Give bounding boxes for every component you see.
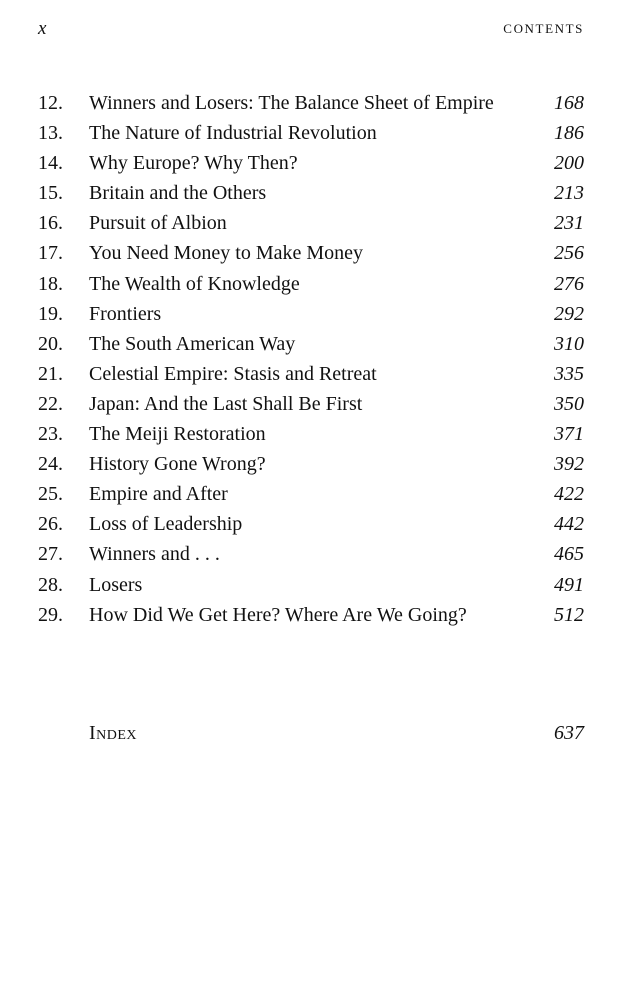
- chapter-page: 512: [554, 603, 584, 626]
- chapter-page: 168: [554, 92, 584, 114]
- chapter-title: The South American Way: [89, 332, 296, 355]
- chapter-number: 12.: [38, 92, 63, 114]
- page-folio: x: [38, 18, 47, 39]
- chapter-number: 20.: [38, 332, 63, 355]
- toc-entry: [0, 148, 624, 178]
- chapter-title: Loss of Leadership: [89, 513, 243, 536]
- chapter-number: 19.: [38, 302, 63, 325]
- chapter-page: 465: [554, 543, 584, 566]
- chapter-title: Frontiers: [89, 302, 162, 325]
- chapter-page: 392: [554, 453, 584, 476]
- chapter-page: 256: [554, 242, 584, 265]
- chapter-number: 21.: [38, 362, 63, 385]
- chapter-page: 371: [554, 423, 584, 446]
- chapter-title: Japan: And the Last Shall Be First: [89, 392, 363, 415]
- chapter-number: 27.: [38, 543, 63, 566]
- toc-entry: [0, 539, 624, 569]
- index-page: 637: [554, 722, 584, 744]
- chapter-title: You Need Money to Make Money: [89, 242, 364, 265]
- chapter-page: 335: [554, 362, 584, 385]
- chapter-page: 186: [554, 122, 584, 145]
- running-head: CONTENTS: [503, 21, 584, 36]
- chapter-number: 22.: [38, 392, 63, 415]
- toc-entry: [0, 299, 624, 329]
- toc-entry: [0, 509, 624, 539]
- toc-entry: [0, 269, 624, 299]
- chapter-title: The Nature of Industrial Revolution: [89, 122, 377, 145]
- toc-entry: [0, 389, 624, 419]
- toc-entry: [0, 359, 624, 389]
- chapter-number: 17.: [38, 242, 63, 265]
- chapter-number: 26.: [38, 513, 63, 536]
- chapter-number: 28.: [38, 573, 63, 596]
- chapter-number: 16.: [38, 212, 63, 235]
- table-of-contents: [0, 88, 624, 630]
- chapter-title: The Meiji Restoration: [89, 423, 266, 446]
- chapter-number: 25.: [38, 483, 63, 506]
- index-label: Index: [89, 722, 138, 744]
- chapter-page: 276: [554, 272, 584, 295]
- toc-entry: [0, 208, 624, 238]
- chapter-number: 24.: [38, 453, 63, 476]
- chapter-title: How Did We Get Here? Where Are We Going?: [89, 603, 467, 626]
- chapter-page: 200: [554, 152, 584, 175]
- chapter-page: 310: [554, 332, 584, 355]
- chapter-number: 18.: [38, 272, 63, 295]
- chapter-title: Empire and After: [89, 483, 228, 506]
- chapter-title: Britain and the Others: [89, 182, 267, 205]
- chapter-page: 350: [554, 392, 584, 415]
- chapter-page: 213: [554, 182, 584, 205]
- toc-entry: [0, 570, 624, 600]
- chapter-title: Celestial Empire: Stasis and Retreat: [89, 362, 377, 385]
- chapter-title: Losers: [89, 573, 143, 596]
- chapter-title: Winners and . . .: [89, 543, 220, 566]
- chapter-number: 14.: [38, 152, 63, 175]
- chapter-page: 422: [554, 483, 584, 506]
- toc-index-entry: [0, 718, 624, 748]
- chapter-title: The Wealth of Knowledge: [89, 272, 300, 295]
- chapter-page: 442: [554, 513, 584, 536]
- toc-entry: [0, 600, 624, 630]
- toc-entry: [0, 238, 624, 268]
- chapter-title: Pursuit of Albion: [89, 212, 227, 235]
- chapter-number: 13.: [38, 122, 63, 145]
- toc-entry: [0, 419, 624, 449]
- chapter-title: Why Europe? Why Then?: [89, 152, 298, 175]
- toc-entry: [0, 178, 624, 208]
- toc-entry: [0, 118, 624, 148]
- toc-entry: [0, 449, 624, 479]
- chapter-number: 15.: [38, 182, 63, 205]
- chapter-page: 491: [554, 573, 584, 596]
- toc-entry: [0, 329, 624, 359]
- toc-entry: [0, 479, 624, 509]
- chapter-page: 231: [554, 212, 584, 235]
- chapter-title: History Gone Wrong?: [89, 453, 266, 476]
- chapter-number: 29.: [38, 603, 63, 626]
- chapter-page: 292: [554, 302, 584, 325]
- chapter-number: 23.: [38, 423, 63, 446]
- toc-entry: [0, 88, 624, 118]
- chapter-title: Winners and Losers: The Balance Sheet of Empire: [89, 92, 494, 114]
